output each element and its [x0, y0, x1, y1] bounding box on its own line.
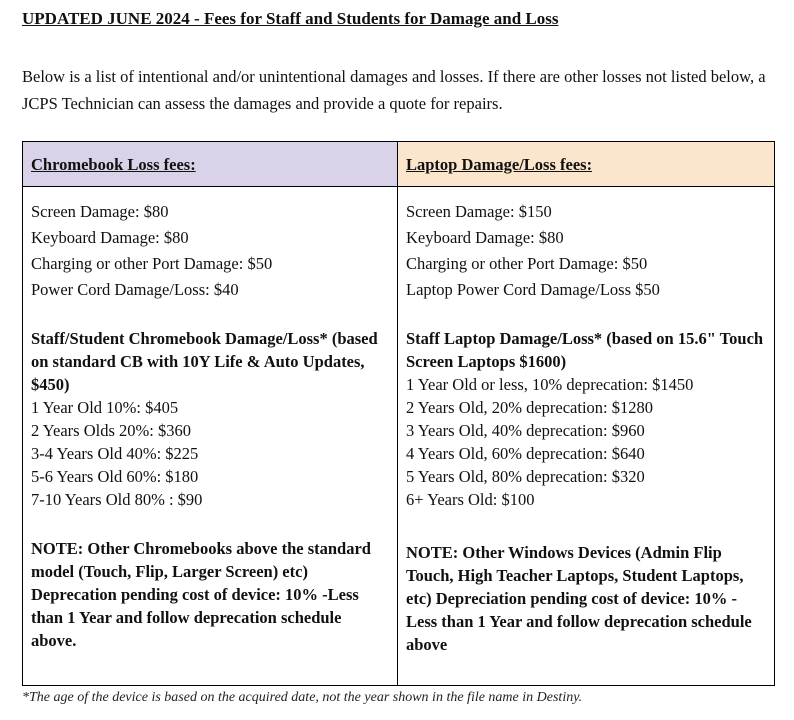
laptop-depreciation-item: 3 Years Old, 40% deprecation: $960: [406, 421, 645, 440]
chromebook-damage-fees: [31, 199, 389, 303]
fees-table-body-row: [23, 187, 775, 686]
laptop-note: NOTE: Other Windows Devices (Admin Flip Touch, High Teacher Laptops, Student Laptops, etc) Depreciation pending cost of device: 10% -Less than 1 Year and follow deprecation schedule above: [406, 543, 752, 654]
laptop-damage-fees: [406, 199, 766, 303]
laptop-depreciation-schedule: [406, 373, 766, 511]
chromebook-depreciation-schedule: [31, 396, 389, 511]
chromebook-header: Chromebook Loss fees:: [31, 155, 196, 174]
laptop-depreciation-item: 5 Years Old, 80% deprecation: $320: [406, 467, 645, 486]
chromebook-depreciation-item: 1 Year Old 10%: $405: [31, 398, 179, 417]
laptop-depreciation-item: 2 Years Old, 20% deprecation: $1280: [406, 398, 654, 417]
footnote: *The age of the device is based on the acquired date, not the year shown in the file name in Destiny.: [22, 690, 583, 705]
chromebook-fees-cell: [23, 187, 398, 686]
chromebook-depreciation-item: 5-6 Years Old 60%: $180: [31, 467, 199, 486]
laptop-fees-cell: [398, 187, 775, 686]
laptop-fee-power-cord: Laptop Power Cord Damage/Loss $50: [406, 280, 660, 299]
laptop-depreciation-item: 6+ Years Old: $100: [406, 490, 535, 509]
laptop-fee-keyboard: Keyboard Damage: $80: [406, 228, 564, 247]
fees-table-header-row: [23, 142, 775, 187]
laptop-fee-port: Charging or other Port Damage: $50: [406, 254, 648, 273]
chromebook-fee-keyboard: Keyboard Damage: $80: [31, 228, 189, 247]
intro-paragraph: Below is a list of intentional and/or unintentional damages and losses. If there are other losses not listed below, a JCPS Technician can assess the damages and provide a quote for repairs.: [22, 67, 766, 113]
chromebook-fee-power-cord: Power Cord Damage/Loss: $40: [31, 280, 239, 299]
page-title: UPDATED JUNE 2024 - Fees for Staff and Students for Damage and Loss: [22, 9, 559, 28]
fees-table: [22, 141, 775, 686]
chromebook-note: NOTE: Other Chromebooks above the standard model (Touch, Flip, Larger Screen) etc) Deprecation pending cost of device: 10% -Less than 1 Year and follow deprecation schedule above.: [31, 539, 371, 650]
chromebook-depreciation-item: 2 Years Olds 20%: $360: [31, 421, 191, 440]
laptop-header: Laptop Damage/Loss fees:: [406, 155, 593, 174]
laptop-depreciation-item: 1 Year Old or less, 10% deprecation: $1450: [406, 375, 694, 394]
chromebook-fee-port: Charging or other Port Damage: $50: [31, 254, 273, 273]
laptop-header-cell: [398, 142, 775, 187]
chromebook-header-cell: [23, 142, 398, 187]
laptop-loss-heading: Staff Laptop Damage/Loss* (based on 15.6" Touch Screen Laptops $1600): [406, 329, 764, 371]
chromebook-depreciation-item: 3-4 Years Old 40%: $225: [31, 444, 199, 463]
chromebook-depreciation-item: 7-10 Years Old 80% : $90: [31, 490, 203, 509]
chromebook-fee-screen: Screen Damage: $80: [31, 202, 169, 221]
laptop-depreciation-item: 4 Years Old, 60% deprecation: $640: [406, 444, 645, 463]
laptop-fee-screen: Screen Damage: $150: [406, 202, 552, 221]
chromebook-loss-heading: Staff/Student Chromebook Damage/Loss* (based on standard CB with 10Y Life & Auto Updates, $450): [31, 329, 378, 394]
